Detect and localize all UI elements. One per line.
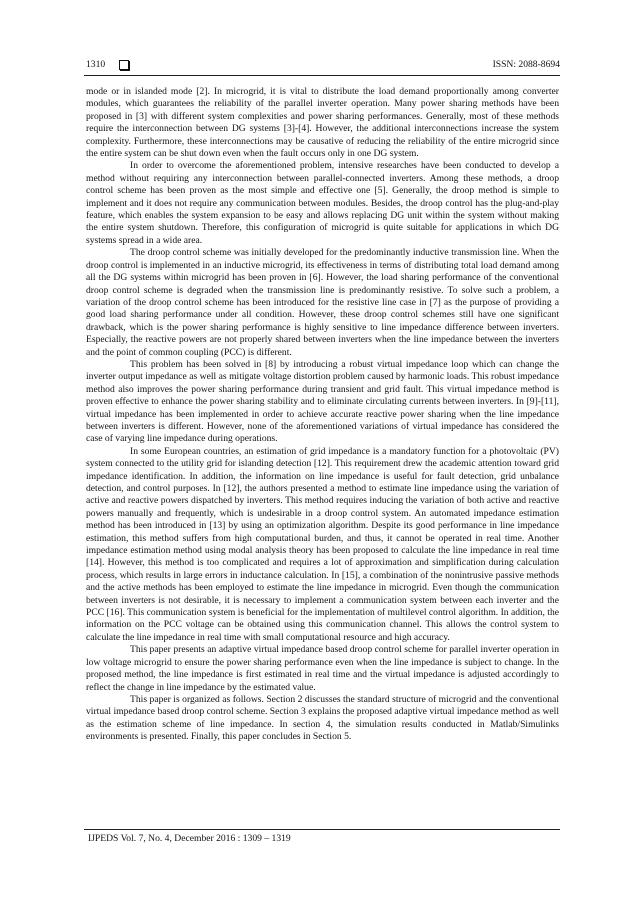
- footer-rule: [84, 829, 560, 830]
- paragraph-1: mode or in islanded mode [2]. In microgrid, it is vital to distribute the load demand proportionally among converter modules, which guarantees the reliability of the parallel inverter operation. Many power sharing methods have been proposed in [3] with different system complexities and power sharing performances. Generally, most of these methods require the interconnection between DG systems [3]-[4]. However, the additional interconnections increase the system complexity. Furthermore, these interconnections may be causative of reducing the reliability of the entire microgrid since the entire system can be shut down even when the fault occurs only in one DG system.: [86, 86, 559, 160]
- body-text: [86, 86, 559, 744]
- paragraph-2: In order to overcome the aforementioned problem, intensive researches have been conducted to develop a method without requiring any interconnection between parallel-connected inverters. Among these methods, a droop control scheme has been proven as the most simple and effective one [5]. Generally, the droop method is simple to implement and it does not require any communication between modules. Besides, the droop control has the plug-and-play feature, which enables the system expansion to be easy and allows replacing DG unit within the system without making the entire system shutdown. Therefore, this configuration of microgrid is quite suitable for applications in which DG systems spread in a wide area.: [86, 160, 559, 246]
- header-rule: [84, 75, 560, 76]
- page-number: 1310: [86, 59, 106, 70]
- paragraph-6: This paper presents an adaptive virtual impedance based droop control scheme for parallel inverter operation in low voltage microgrid to ensure the power sharing performance even when the line impedance is subject to change. In the proposed method, the line impedance is first estimated in real time and the virtual impedance is adjusted accordingly to reflect the change in line impedance by the estimated value.: [86, 644, 559, 693]
- paragraph-5: In some European countries, an estimation of grid impedance is a mandatory function for a photovoltaic (PV) system connected to the utility grid for islanding detection [12]. This requirement drew the academic attention toward grid impedance identification. In addition, the information on line impedance is useful for fault detection, grid unbalance detection, and control purposes. In [12], the authors presented a method to estimate line impedance using the variation of active and reactive powers dispatched by inverters. This method requires inducing the variation of both active and reactive powers manually and frequently, which is undesirable in a droop control system. An automated impedance estimation method has been introduced in [13] by using an optimization algorithm. Despite its good performance in line impedance estimation, this method suffers from high computational burden, and thus, it cannot be operated in real time. Another impedance estimation method using modal analysis theory has been proposed to calculate the line impedance in real time [14]. However, this method is too complicated and requires a lot of approximation and simplification during calculation process, which results in large errors in inductance calculation. In [15], a combination of the nonintrusive passive methods and the active methods has been employed to estimate the line impedance in microgrid. Even though the communication between inverters is not desirable, it is necessary to implement a communication system between each inverter and the PCC [16]. This communication system is beneficial for the implementation of multilevel control algorithm. In addition, the information on the PCC voltage can be obtained using this communication channel. This allows the control system to calculate the line impedance in real time with small computational resource and high accuracy.: [86, 445, 559, 643]
- running-header: [84, 58, 560, 74]
- issn: ISSN: 2088-8694: [492, 59, 560, 70]
- running-footer: IJPEDS Vol. 7, No. 4, December 2016 : 1309 – 1319: [88, 833, 291, 844]
- checkbox-square-icon: [119, 60, 129, 70]
- paragraph-3: The droop control scheme was initially developed for the predominantly inductive transmission line. When the droop control is implemented in an inductive microgrid, its effectiveness in terms of distributing total load demand among all the DG systems within microgrid has been proven in [6]. However, the load sharing performance of the conventional droop control scheme is degraded when the transmission line is predominantly resistive. To solve such a problem, a variation of the droop control scheme has been introduced for the resistive line case in [7] as the purpose of providing a good load sharing performance under all condition. However, these droop control schemes still have one significant drawback, which is the power sharing performance is highly sensitive to line impedance difference between inverters. Especially, the reactive powers are not properly shared between inverters when the line impedance between the inverters and the point of common coupling (PCC) is different.: [86, 247, 559, 358]
- paragraph-4: This problem has been solved in [8] by introducing a robust virtual impedance loop which can change the inverter output impedance as well as mitigate voltage distortion problem caused by harmonic loads. This robust impedance method also improves the power sharing performance during transient and grid fault. This virtual impedance method is proven effective to enhance the power sharing stability and to eliminate circulating currents between inverters. In [9]-[11], virtual impedance has been implemented in order to achieve accurate reactive power sharing when the line impedance between inverters is different. However, none of the aforementioned variations of virtual impedance has considered the case of varying line impedance during operations.: [86, 358, 559, 445]
- paragraph-7: This paper is organized as follows. Section 2 discusses the standard structure of microgrid and the conventional virtual impedance based droop control scheme. Section 3 explains the proposed adaptive virtual impedance method as well as the estimation scheme of line impedance. In section 4, the simulation results conducted in Matlab/Simulinks environments is presented. Finally, this paper concludes in Section 5.: [86, 693, 559, 743]
